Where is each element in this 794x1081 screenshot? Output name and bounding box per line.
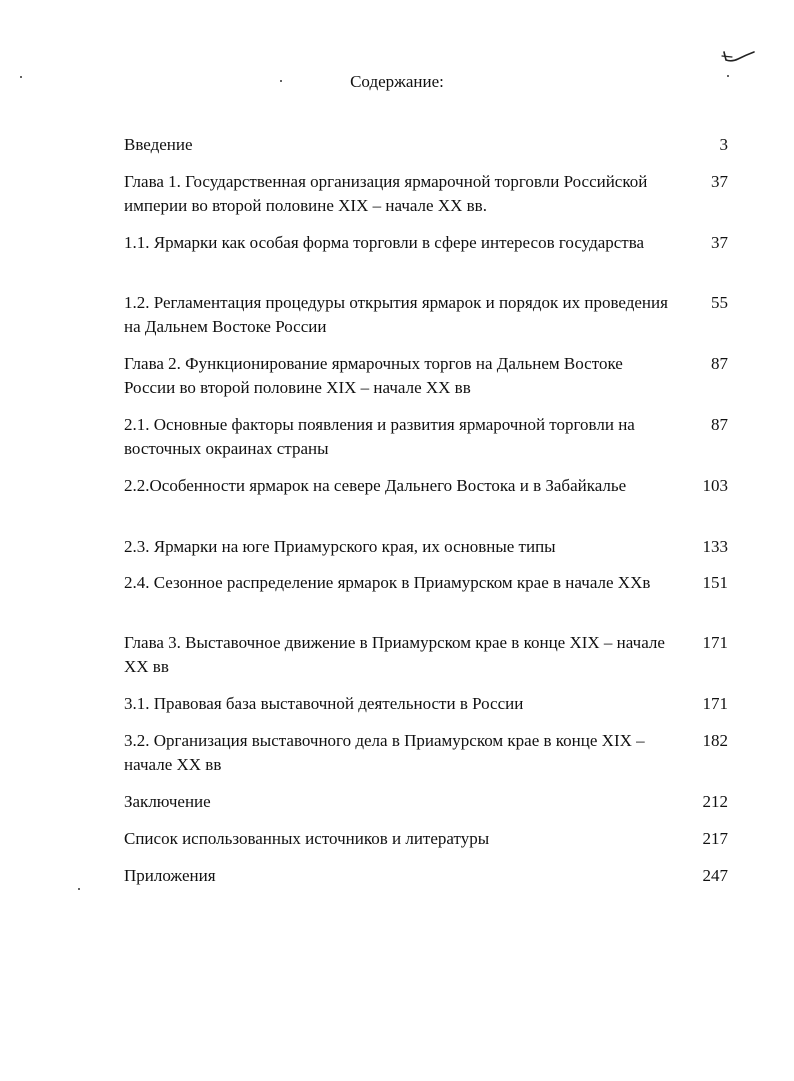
toc-entry-text: 3.2. Организация выставочного дела в Приамурском крае в конце XIX – начале XX вв	[124, 731, 645, 774]
toc-entry-text: 1.2. Регламентация процедуры открытия ярмарок и порядок их проведения на Дальнем Востоке России	[124, 293, 668, 336]
toc-entry-page: 37	[711, 172, 728, 191]
toc-entry-text: Заключение	[124, 792, 211, 811]
toc-entry-text: 3.1. Правовая база выставочной деятельности в России	[124, 694, 524, 713]
toc-entry-text: 2.4. Сезонное распределение ярмарок в Приамурском крае в начале XXв	[124, 573, 651, 592]
toc-entry-text: Приложения	[124, 866, 216, 885]
toc-entry-page: 212	[702, 792, 728, 811]
toc-entry-page: 182	[702, 731, 728, 750]
toc-entry-page: 151	[702, 573, 728, 592]
toc-entry-page: 55	[711, 293, 728, 312]
toc-entry-page: 3	[719, 135, 728, 154]
toc-entry-text: Список использованных источников и литературы	[124, 829, 490, 848]
toc-entry-page: 87	[711, 354, 728, 373]
toc-entry-page: 103	[702, 476, 728, 495]
toc-entry-text: Введение	[124, 135, 193, 154]
toc-entry-text: Глава 2. Функционирование ярмарочных торгов на Дальнем Востоке России во второй половине XIX – начале XX вв	[124, 354, 623, 397]
toc-entry-page: 171	[702, 694, 728, 713]
toc-entry-text: Глава 3. Выставочное движение в Приамурском крае в конце XIX – начале XX вв	[124, 633, 665, 676]
toc-title: Содержание:	[350, 72, 444, 91]
toc-entry-page: 87	[711, 415, 728, 434]
toc-entry-page: 37	[711, 233, 728, 252]
toc-entry-page: 133	[702, 537, 728, 556]
toc-entry-page: 217	[702, 829, 728, 848]
toc-entry-page: 171	[702, 633, 728, 652]
toc-entry-text: 2.3. Ярмарки на юге Приамурского края, их основные типы	[124, 537, 556, 556]
toc-entry-text: 2.2.Особенности ярмарок на севере Дальнего Востока и в Забайкалье	[124, 476, 627, 495]
toc-entry-page: 247	[702, 866, 728, 885]
toc-entry-text: Глава 1. Государственная организация ярмарочной торговли Российской империи во второй половине XIX – начале XX вв.	[124, 172, 648, 215]
toc-entry-text: 2.1. Основные факторы появления и развития ярмарочной торговли на восточных окраинах страны	[124, 415, 635, 458]
toc-entry-text: 1.1. Ярмарки как особая форма торговли в сфере интересов государства	[124, 233, 645, 252]
scan-dot	[78, 888, 80, 890]
